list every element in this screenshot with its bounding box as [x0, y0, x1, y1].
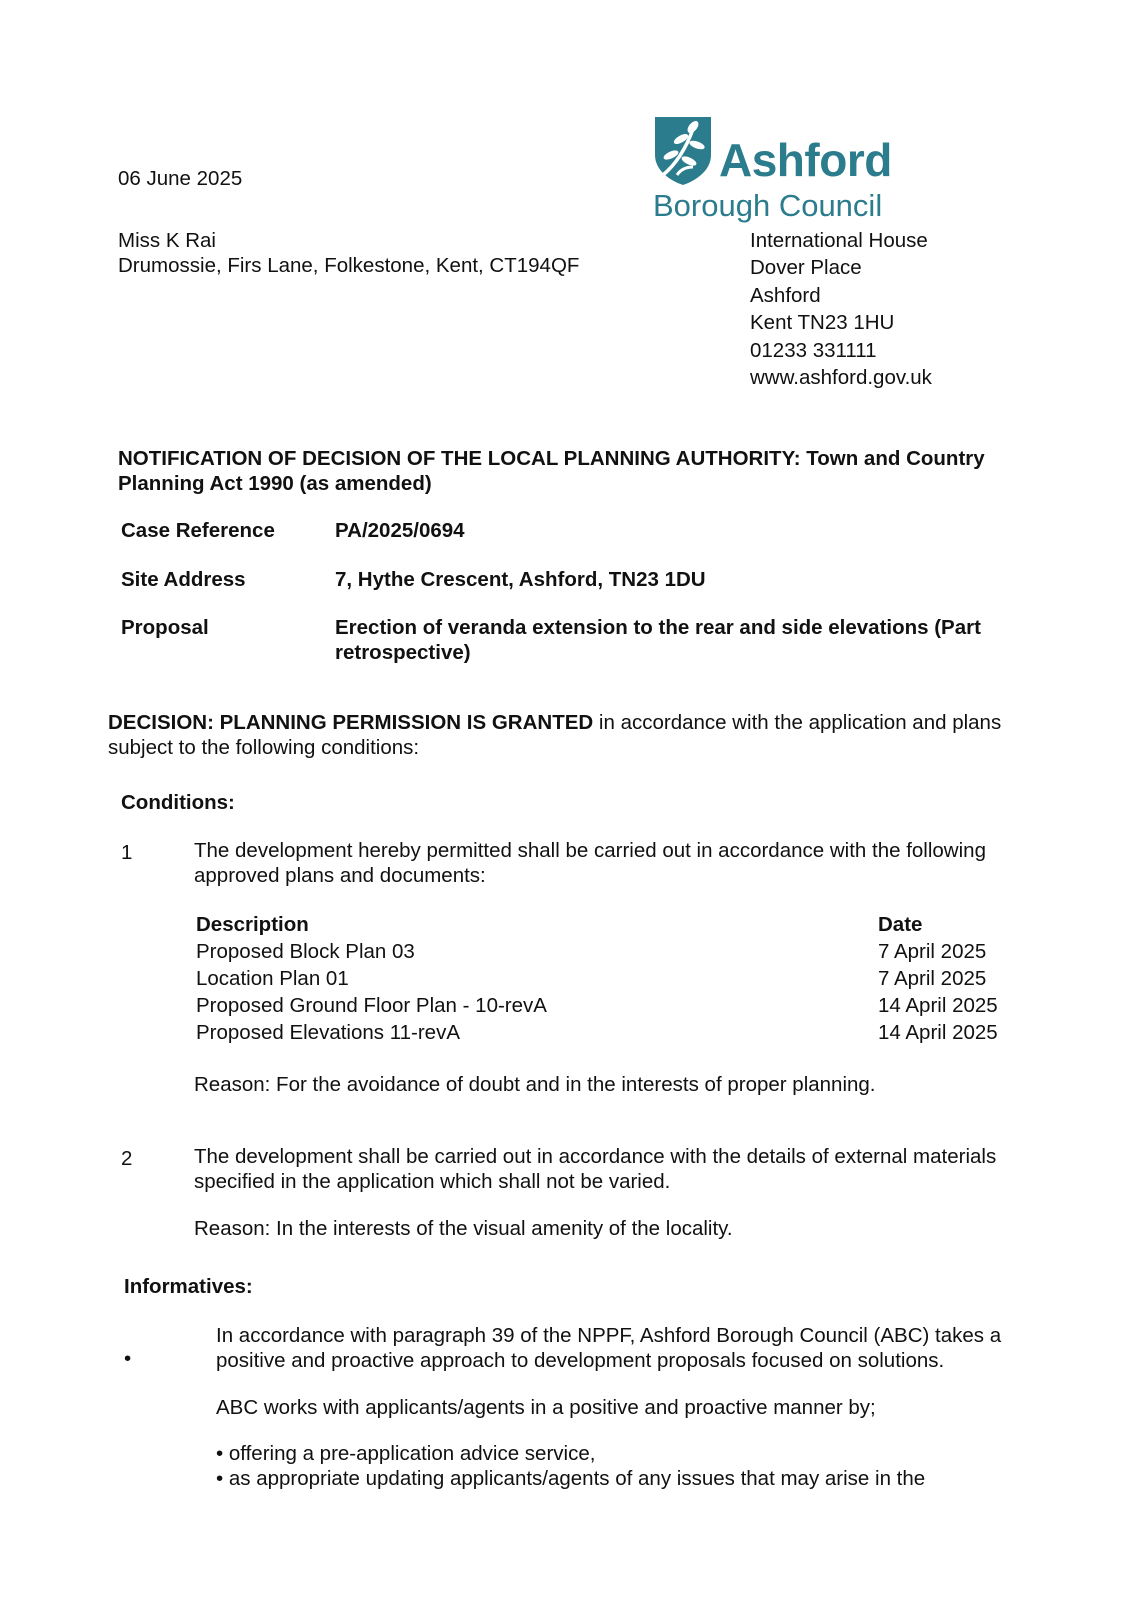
table-row	[196, 1020, 1016, 1047]
shield-leaf-icon	[653, 115, 713, 187]
proposal-label: Proposal	[121, 616, 209, 639]
list-item: • offering a pre-application advice service,	[216, 1442, 596, 1465]
conditions-heading: Conditions:	[121, 791, 235, 814]
plan-description: Location Plan 01	[196, 967, 349, 990]
logo-text-ashford: Ashford	[719, 134, 892, 186]
plan-date: 7 April 2025	[878, 940, 987, 963]
condition-reason: Reason: For the avoidance of doubt and in the interests of proper planning.	[194, 1073, 876, 1096]
site-address-value: 7, Hythe Crescent, Ashford, TN23 1DU	[335, 568, 706, 591]
list-item: • as appropriate updating applicants/agents of any issues that may arise in the	[216, 1467, 926, 1490]
table-header-description: Description	[196, 913, 309, 936]
site-address-label: Site Address	[121, 568, 246, 591]
council-logo	[653, 113, 893, 225]
letter-date: 06 June 2025	[118, 167, 243, 190]
condition-reason: Reason: In the interests of the visual amenity of the locality.	[194, 1217, 733, 1240]
plan-date: 7 April 2025	[878, 967, 987, 990]
plan-date: 14 April 2025	[878, 1021, 998, 1044]
logo-text-borough-council: Borough Council	[653, 188, 883, 223]
decision-statement	[108, 710, 1028, 760]
condition-number: 2	[121, 1147, 133, 1170]
case-reference-label: Case Reference	[121, 519, 275, 542]
plan-description: Proposed Elevations 11-revA	[196, 1021, 460, 1044]
approved-plans-table	[196, 912, 1016, 1047]
council-address	[750, 228, 932, 392]
table-row	[196, 993, 1016, 1020]
recipient-name: Miss K Rai	[118, 229, 216, 252]
informative-paragraph: ABC works with applicants/agents in a positive and proactive manner by;	[216, 1396, 876, 1419]
recipient-address: Drumossie, Firs Lane, Folkestone, Kent, CT194QF	[118, 254, 580, 277]
notification-heading: NOTIFICATION OF DECISION OF THE LOCAL PLANNING AUTHORITY: Town and Country Planning Act 1990 (as amended)	[118, 447, 985, 495]
table-row	[196, 966, 1016, 993]
plan-date: 14 April 2025	[878, 994, 998, 1017]
council-address-line: International House	[750, 229, 928, 252]
case-reference-value: PA/2025/0694	[335, 519, 465, 542]
plan-description: Proposed Block Plan 03	[196, 940, 415, 963]
recipient-block	[118, 228, 579, 278]
decision-bold: DECISION: PLANNING PERMISSION IS GRANTED	[108, 711, 594, 734]
council-address-line: Dover Place	[750, 256, 862, 280]
council-address-line: Kent TN23 1HU	[750, 311, 895, 335]
informative-list	[216, 1441, 1036, 1491]
plan-description: Proposed Ground Floor Plan - 10-revA	[196, 994, 547, 1017]
proposal-value: Erection of veranda extension to the rear and side elevations (Part retrospective)	[335, 616, 981, 664]
informative-paragraph: In accordance with paragraph 39 of the NPPF, Ashford Borough Council (ABC) takes a positive and proactive approach to development proposals focused on solutions.	[216, 1324, 1002, 1372]
decision-text: in accordance with the application and plans subject to the following conditions:	[108, 711, 1002, 759]
council-phone: 01233 331111	[750, 338, 877, 362]
table-header-row	[196, 912, 1016, 939]
table-row	[196, 939, 1016, 966]
council-address-line: Ashford	[750, 283, 821, 307]
council-website: www.ashford.gov.uk	[750, 365, 932, 389]
condition-text: The development hereby permitted shall be carried out in accordance with the following approved plans and documents:	[194, 839, 986, 887]
informative-bullet: •	[124, 1347, 132, 1370]
table-header-date: Date	[878, 913, 923, 936]
condition-number: 1	[121, 841, 133, 864]
informatives-heading: Informatives:	[124, 1275, 253, 1298]
condition-text: The development shall be carried out in accordance with the details of external materials specified in the application which shall not be varied.	[194, 1145, 997, 1193]
